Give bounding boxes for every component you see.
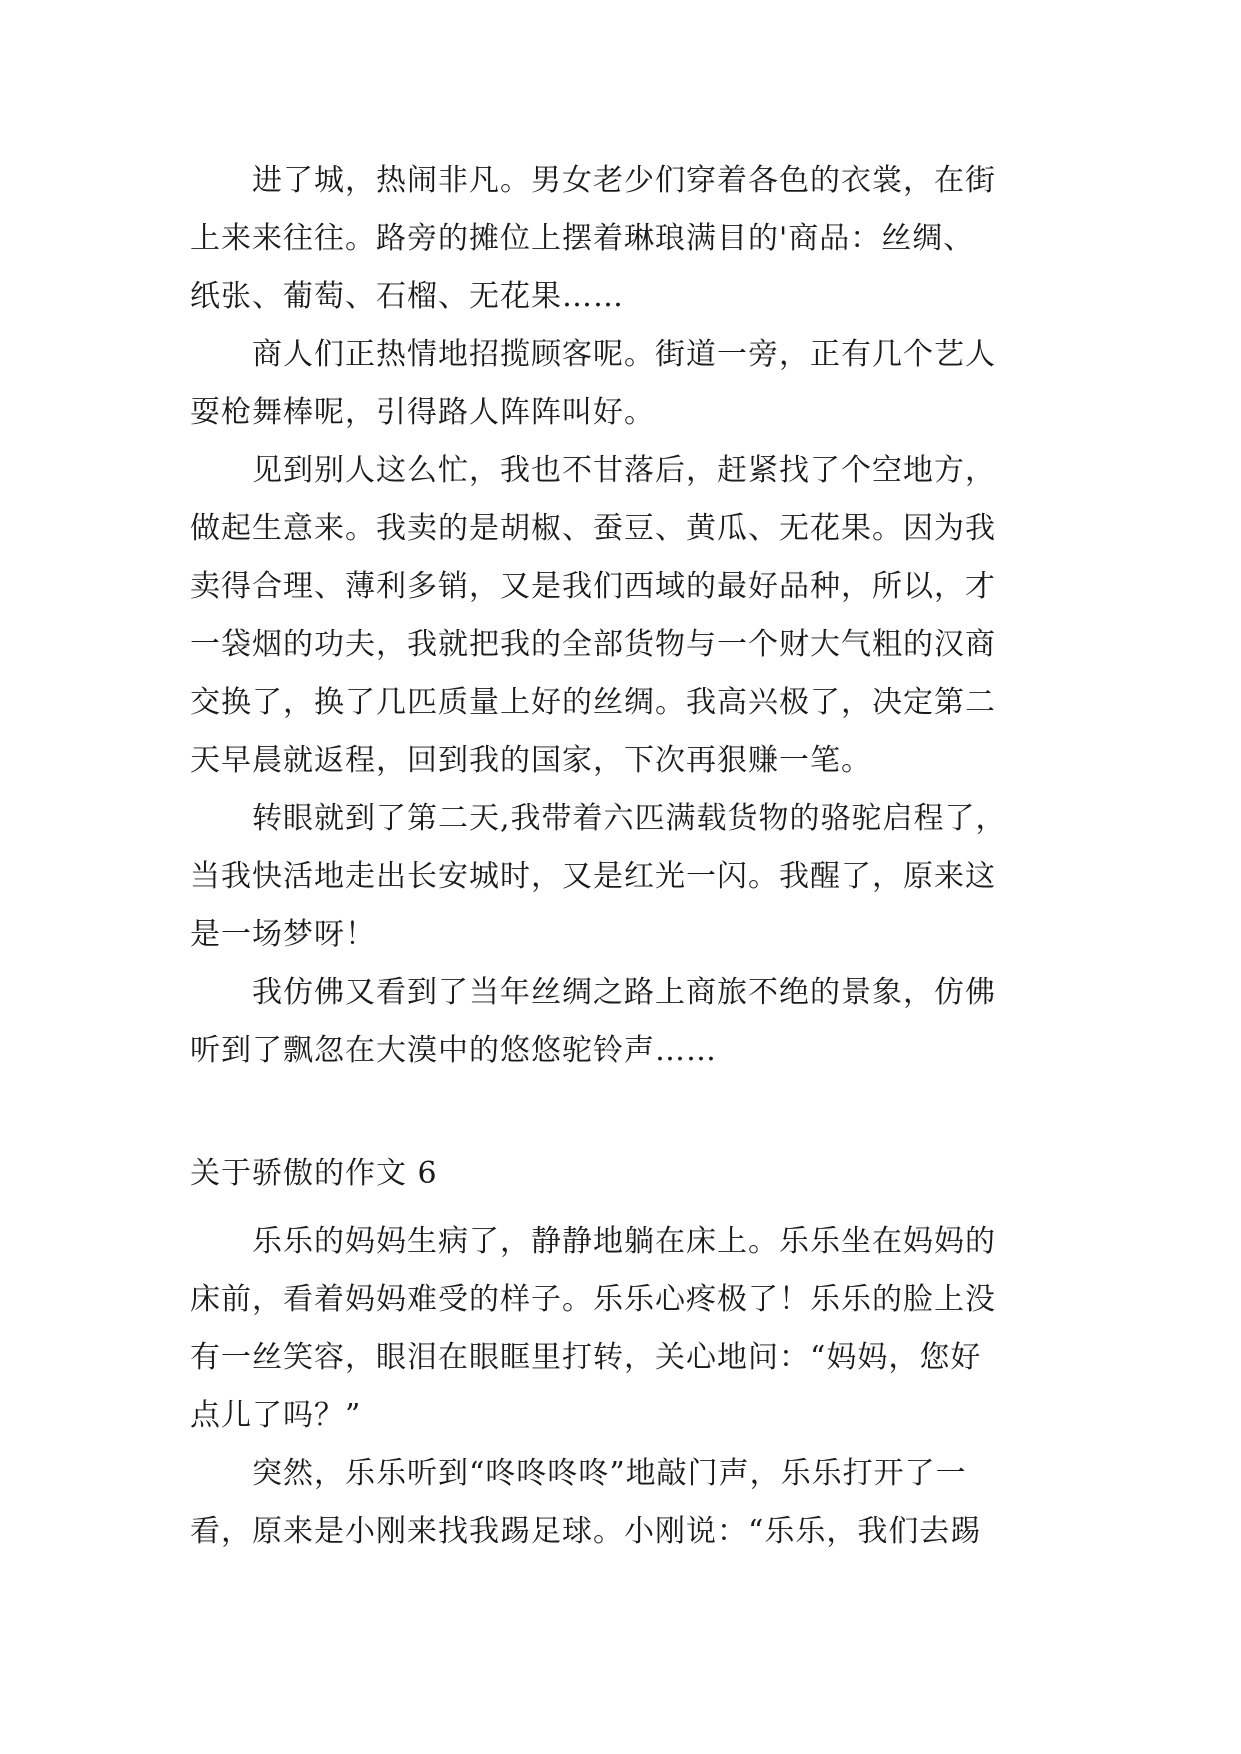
text-line: 做起生意来。我卖的是胡椒、蚕豆、黄瓜、无花果。因为我: [190, 511, 996, 546]
text-line: 床前，看着妈妈难受的样子。乐乐心疼极了！乐乐的脸上没: [190, 1282, 996, 1317]
text-line: 纸张、葡萄、石榴、无花果……: [190, 279, 624, 314]
text-line: 转眼就到了第二天,我带着六匹满载货物的骆驼启程了，: [252, 801, 1007, 836]
paragraph: [190, 790, 1050, 964]
text-line: 上来来往往。路旁的摊位上摆着琳琅满目的'商品：丝绸、: [190, 221, 975, 256]
text-line: 我仿佛又看到了当年丝绸之路上商旅不绝的景象，仿佛: [252, 975, 996, 1010]
text-line: 天早晨就返程，回到我的国家，下次再狠赚一笔。: [190, 743, 872, 778]
text-line: 点儿了吗？”: [190, 1398, 362, 1433]
text-line: 看，原来是小刚来找我踢足球。小刚说：“乐乐，我们去踢: [190, 1514, 982, 1549]
essay-title: 关于骄傲的作文 6: [190, 1156, 438, 1191]
text-line: 进了城，热闹非凡。男女老少们穿着各色的衣裳，在街: [252, 163, 996, 198]
paragraph: [190, 1445, 1050, 1561]
paragraph: [190, 442, 1050, 790]
text-line: 突然，乐乐听到“咚咚咚咚”地敲门声，乐乐打开了一: [252, 1456, 967, 1491]
text-line: 听到了飘忽在大漠中的悠悠驼铃声……: [190, 1033, 717, 1068]
paragraph: [190, 326, 1050, 442]
article-tail: [190, 152, 1050, 1080]
paragraph: [190, 964, 1050, 1080]
text-line: 商人们正热情地招揽顾客呢。街道一旁，正有几个艺人: [252, 337, 996, 372]
text-line: 卖得合理、薄利多销，又是我们西域的最好品种，所以，才: [190, 569, 996, 604]
text-line: 当我快活地走出长安城时，又是红光一闪。我醒了，原来这: [190, 859, 996, 894]
text-line: 耍枪舞棒呢，引得路人阵阵叫好。: [190, 395, 655, 430]
paragraph: [190, 1213, 1050, 1445]
essay-6-body: [190, 1213, 1050, 1561]
text-line: 交换了，换了几匹质量上好的丝绸。我高兴极了，决定第二: [190, 685, 996, 720]
text-line: 一袋烟的功夫，我就把我的全部货物与一个财大气粗的汉商: [190, 627, 996, 662]
text-line: 乐乐的妈妈生病了，静静地躺在床上。乐乐坐在妈妈的: [252, 1224, 996, 1259]
text-line: 见到别人这么忙，我也不甘落后，赶紧找了个空地方，: [252, 453, 996, 488]
text-line: 是一场梦呀！: [190, 917, 376, 952]
paragraph: [190, 152, 1050, 326]
text-line: 有一丝笑容，眼泪在眼眶里打转，关心地问：“妈妈，您好: [190, 1340, 982, 1375]
